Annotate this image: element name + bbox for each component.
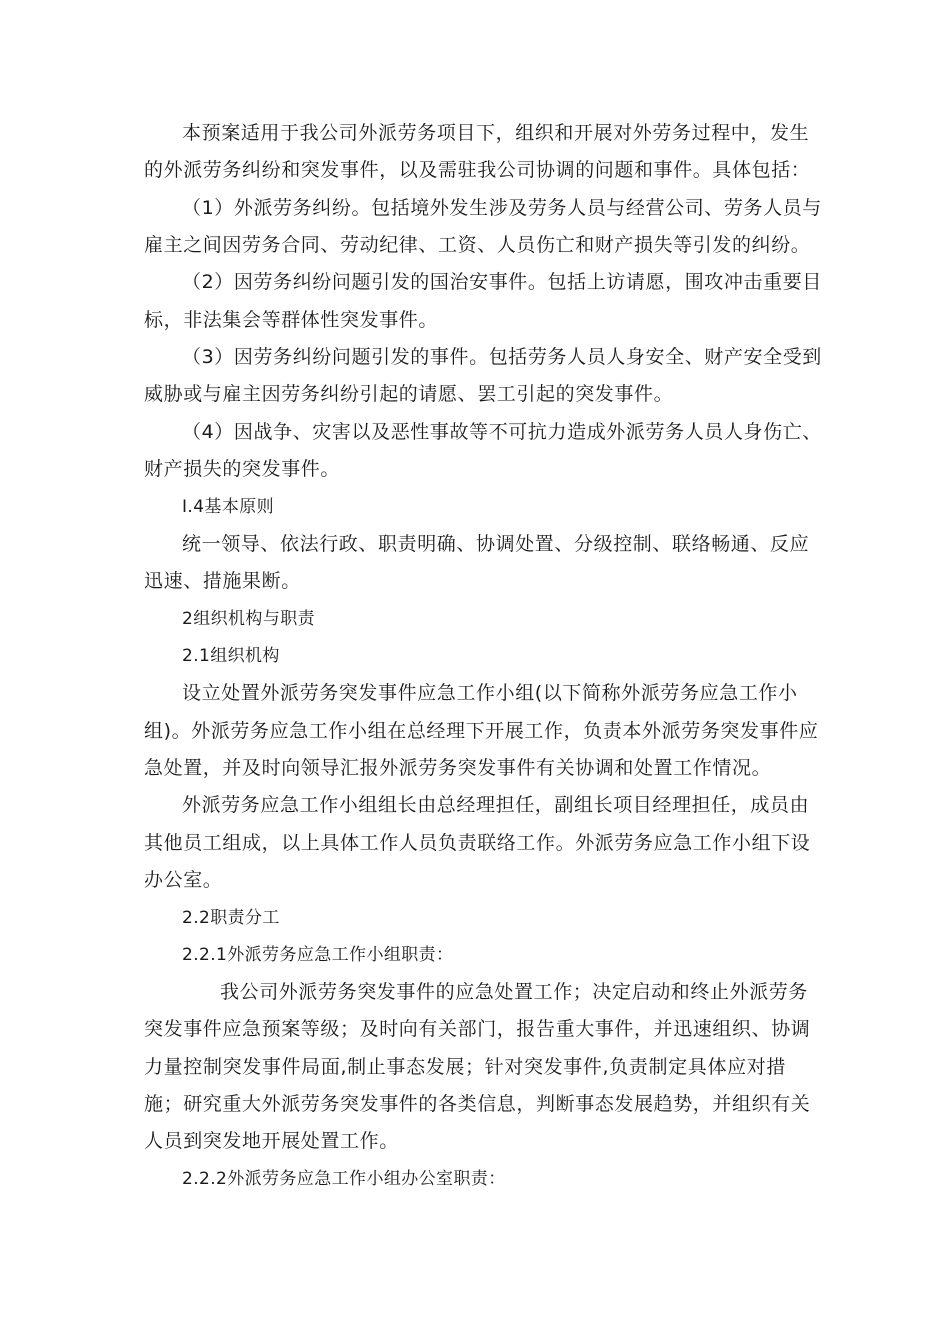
paragraph-line: 标，非法集会等群体性突发事件。 — [144, 309, 439, 331]
paragraph-line: 统一领导、依法行政、职责明确、协调处置、分级控制、联络畅通、反应 — [182, 533, 810, 555]
section-heading: 2.2.1外派劳务应急工作小组职责： — [182, 945, 454, 965]
paragraph-line: 外派劳务应急工作小组组长由总经理担任，副组长项目经理担任，成员由 — [182, 794, 810, 816]
paragraph-line: （4）因战争、灾害以及恶性事故等不可抗力造成外派劳务人员人身伤亡、 — [182, 421, 822, 443]
paragraph-line: 雇主之间因劳务合同、劳动纪律、工资、人员伤亡和财产损失等引发的纠纷。 — [144, 234, 811, 256]
paragraph-line: 突发事件应急预案等级；及时向有关部门，报告重大事件，并迅速组织、协调 — [144, 1018, 811, 1040]
section-heading: 2.2职责分工 — [182, 908, 280, 928]
paragraph-line: 本预案适用于我公司外派劳务项目下，组织和开展对外劳务过程中，发生 — [182, 122, 810, 144]
paragraph-line: 急处置，并及时向领导汇报外派劳务突发事件有关协调和处置工作情况。 — [144, 757, 772, 779]
paragraph-line: 威胁或与雇主因劳务纠纷引起的请愿、罢工引起的突发事件。 — [144, 383, 674, 405]
paragraph-line: （3）因劳务纠纷问题引发的事件。包括劳务人员人身安全、财产安全受到 — [182, 346, 822, 368]
paragraph-line: 的外派劳务纠纷和突发事件，以及需驻我公司协调的问题和事件。具体包括： — [144, 159, 811, 181]
paragraph-line: 人员到突发地开展处置工作。 — [144, 1130, 399, 1152]
paragraph-line: 财产损失的突发事件。 — [144, 458, 341, 480]
section-heading: 2.1组织机构 — [182, 646, 280, 666]
paragraph-line: 其他员工组成，以上具体工作人员负责联络工作。外派劳务应急工作小组下设 — [144, 832, 811, 854]
section-heading: Ⅰ.4基本原则 — [182, 497, 275, 517]
paragraph-line: 设立处置外派劳务突发事件应急工作小组(以下简称外派劳务应急工作小 — [182, 682, 798, 704]
paragraph-line: 迅速、措施果断。 — [144, 570, 301, 592]
section-heading: 2组织机构与职责 — [182, 609, 316, 629]
paragraph-line: 我公司外派劳务突发事件的应急处置工作；决定启动和终止外派劳务 — [220, 981, 809, 1003]
paragraph-line: 办公室。 — [144, 869, 223, 891]
paragraph-line: （1）外派劳务纠纷。包括境外发生涉及劳务人员与经营公司、劳务人员与 — [182, 197, 822, 219]
paragraph-line: 组)。外派劳务应急工作小组在总经理下开展工作，负责本外派劳务突发事件应 — [144, 720, 819, 742]
section-heading: 2.2.2外派劳务应急工作小组办公室职责： — [182, 1169, 506, 1189]
paragraph-line: 施；研究重大外派劳务突发事件的各类信息，判断事态发展趋势，并组织有关 — [144, 1093, 811, 1115]
paragraph-line: 力量控制突发事件局面,制止事态发展；针对突发事件,负责制定具体应对措 — [144, 1056, 786, 1078]
paragraph-line: （2）因劳务纠纷问题引发的国治安事件。包括上访请愿，围攻冲击重要目 — [182, 271, 822, 293]
